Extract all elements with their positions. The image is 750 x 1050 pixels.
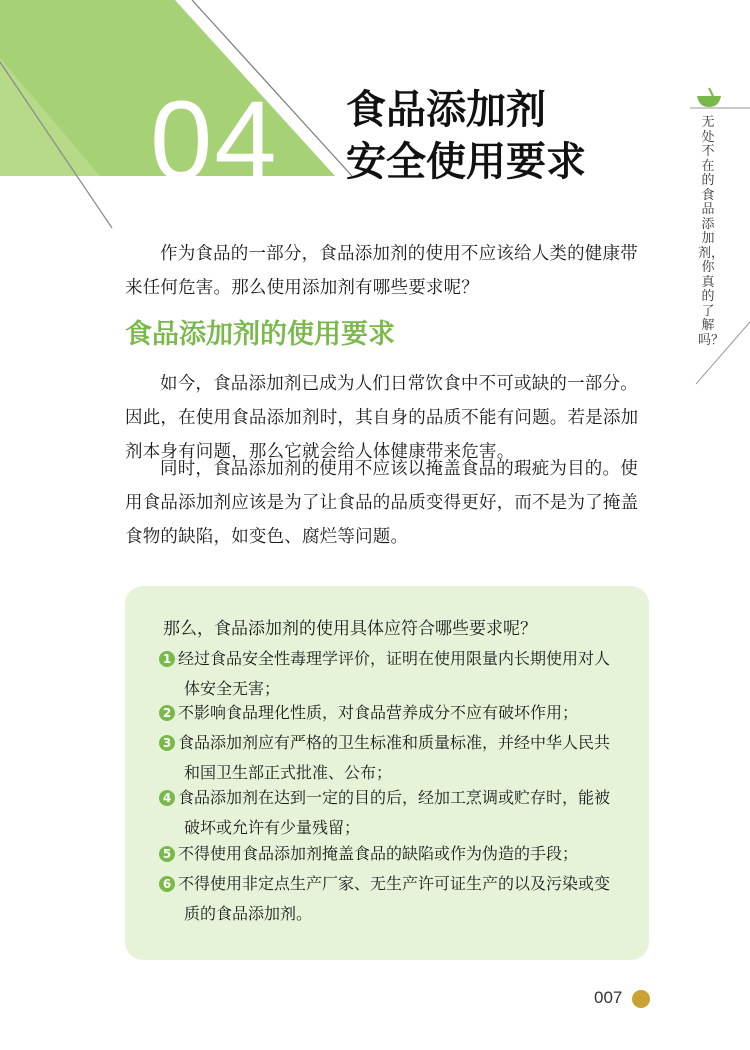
requirement-text: 食品添加剂在达到一定的目的后，经加工烹调或贮存时，能被	[178, 788, 611, 807]
requirement-text-cont: 和国卫生部正式批准、公布；	[184, 763, 393, 782]
requirement-text: 不影响食品理化性质，对食品营养成分不应有破坏作用；	[178, 703, 579, 722]
requirement-text: 经过食品安全性毒理学评价，证明在使用限量内长期使用对人	[178, 649, 611, 668]
number-badge: 4	[159, 790, 175, 806]
requirement-text: 食品添加剂应有严格的卫生标准和质量标准，并经中华人民共	[178, 733, 611, 752]
chapter-title-line2: 安全使用要求	[346, 139, 586, 185]
number-badge: 2	[159, 705, 175, 721]
section-heading: 食品添加剂的使用要求	[125, 319, 395, 350]
body-paragraph-2: 同时，食品添加剂的使用不应该以掩盖食品的瑕疵为目的。使用食品添加剂应该是为了让食品的品质变得更好，而不是为了掩盖食物的缺陷，如变色、腐烂等问题。	[125, 459, 639, 547]
bowl-icon	[694, 86, 724, 110]
requirement-item-4	[159, 783, 629, 843]
requirements-box-title: 那么，食品添加剂的使用具体应符合哪些要求呢？	[163, 619, 537, 639]
intro-paragraph: 作为食品的一部分，食品添加剂的使用不应该给人类的健康带来任何危害。那么使用添加剂有哪些要求呢？	[125, 244, 638, 298]
requirement-item-5	[159, 839, 629, 869]
requirement-text-cont: 体安全无害；	[184, 679, 281, 698]
requirements-box	[125, 586, 649, 960]
chapter-number: 04	[150, 78, 279, 203]
requirement-text: 不得使用食品添加剂掩盖食品的缺陷或作为伪造的手段；	[178, 844, 579, 863]
requirement-item-2	[159, 698, 629, 728]
number-badge: 3	[159, 735, 175, 751]
number-badge: 5	[159, 846, 175, 862]
requirement-text-cont: 质的食品添加剂。	[184, 904, 313, 923]
number-badge: 1	[159, 651, 175, 667]
requirement-item-1	[159, 644, 629, 704]
requirement-item-3	[159, 728, 629, 788]
chapter-title	[346, 84, 586, 188]
side-label: 无处不在的食品添加剂，你真的了解吗？	[698, 115, 725, 348]
page-number: 007	[594, 988, 623, 1007]
chapter-title-line1: 食品添加剂	[346, 87, 546, 133]
requirement-text-cont: 破坏或允许有少量残留；	[184, 818, 361, 837]
requirement-text: 不得使用非定点生产厂家、无生产许可证生产的以及污染或变	[178, 874, 611, 893]
requirement-item-6	[159, 869, 629, 929]
body-paragraph-1: 如今，食品添加剂已成为人们日常饮食中不可或缺的一部分。因此，在使用食品添加剂时，其自身的品质不能有问题。若是添加剂本身有问题，那么它就会给人体健康带来危害。	[125, 374, 639, 462]
number-badge: 6	[159, 876, 175, 892]
page-dot-icon	[632, 990, 650, 1008]
